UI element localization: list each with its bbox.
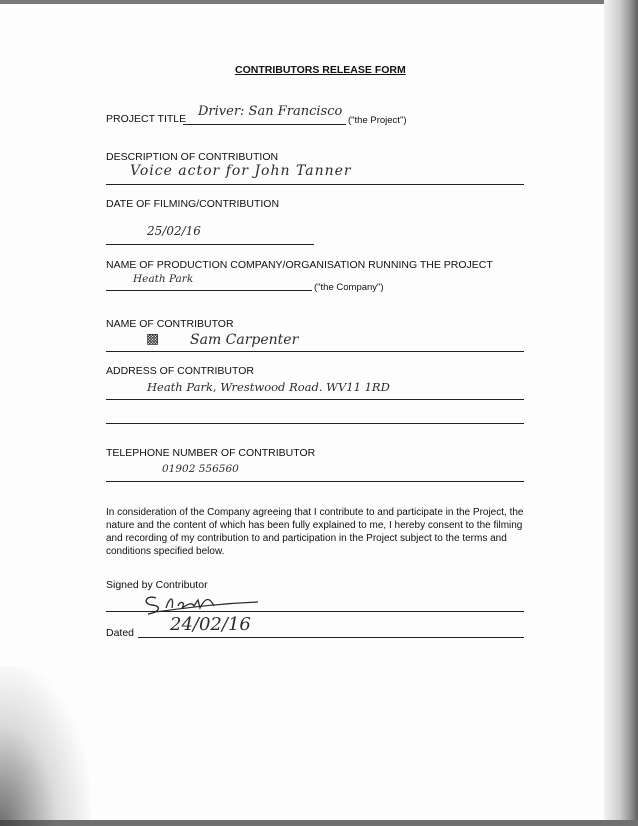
- signed-label: Signed by Contributor: [106, 579, 208, 591]
- scan-border-top: [0, 0, 638, 4]
- scan-border-bottom: [0, 820, 638, 826]
- project-title-line: [183, 124, 346, 125]
- form-title: CONTRIBUTORS RELEASE FORM: [235, 64, 406, 76]
- contributor-name-line: [106, 351, 524, 352]
- project-suffix: ("the Project"): [348, 115, 407, 126]
- contributor-name-label: NAME OF CONTRIBUTOR: [106, 318, 234, 330]
- date-filming-line: [106, 244, 314, 245]
- production-company-label: NAME OF PRODUCTION COMPANY/ORGANISATION RUNNING THE PROJECT: [106, 259, 493, 271]
- project-title-label: PROJECT TITLE: [106, 113, 187, 125]
- telephone-line: [106, 481, 524, 482]
- description-line: [106, 184, 524, 185]
- date-filming-value: 25/02/16: [147, 224, 201, 238]
- scan-smudge: [0, 666, 90, 826]
- dated-value: 24/02/16: [170, 614, 251, 635]
- consent-paragraph: In consideration of the Company agreeing that I contribute to and participate in the Project, the nature and the content of which has been fully explained to me, I hereby consent to the filming and recording of my contribution to and participation in the Project subject to the terms and conditions specified below.: [106, 507, 524, 557]
- telephone-value: 01902 556560: [162, 463, 239, 475]
- signature-line: [106, 611, 524, 612]
- description-value: Voice actor for John Tanner: [130, 163, 352, 179]
- project-title-value: Driver: San Francisco: [198, 104, 343, 119]
- production-company-value: Heath Park: [133, 273, 194, 285]
- contributor-name-value: Sam Carpenter: [190, 332, 299, 348]
- strikethrough-mark: ▩: [146, 331, 160, 347]
- address-value: Heath Park, Wrestwood Road. WV11 1RD: [147, 380, 390, 394]
- dated-line: [138, 637, 524, 638]
- dated-label: Dated: [106, 627, 135, 639]
- description-label: DESCRIPTION OF CONTRIBUTION: [106, 151, 279, 163]
- address-line-2: [106, 423, 524, 424]
- production-company-line: [106, 290, 312, 291]
- address-line-1: [106, 399, 524, 400]
- company-suffix: ("the Company"): [314, 282, 384, 293]
- date-filming-label: DATE OF FILMING/CONTRIBUTION: [106, 198, 280, 210]
- scan-border-right: [604, 0, 638, 826]
- telephone-label: TELEPHONE NUMBER OF CONTRIBUTOR: [106, 447, 316, 459]
- address-label: ADDRESS OF CONTRIBUTOR: [106, 365, 254, 377]
